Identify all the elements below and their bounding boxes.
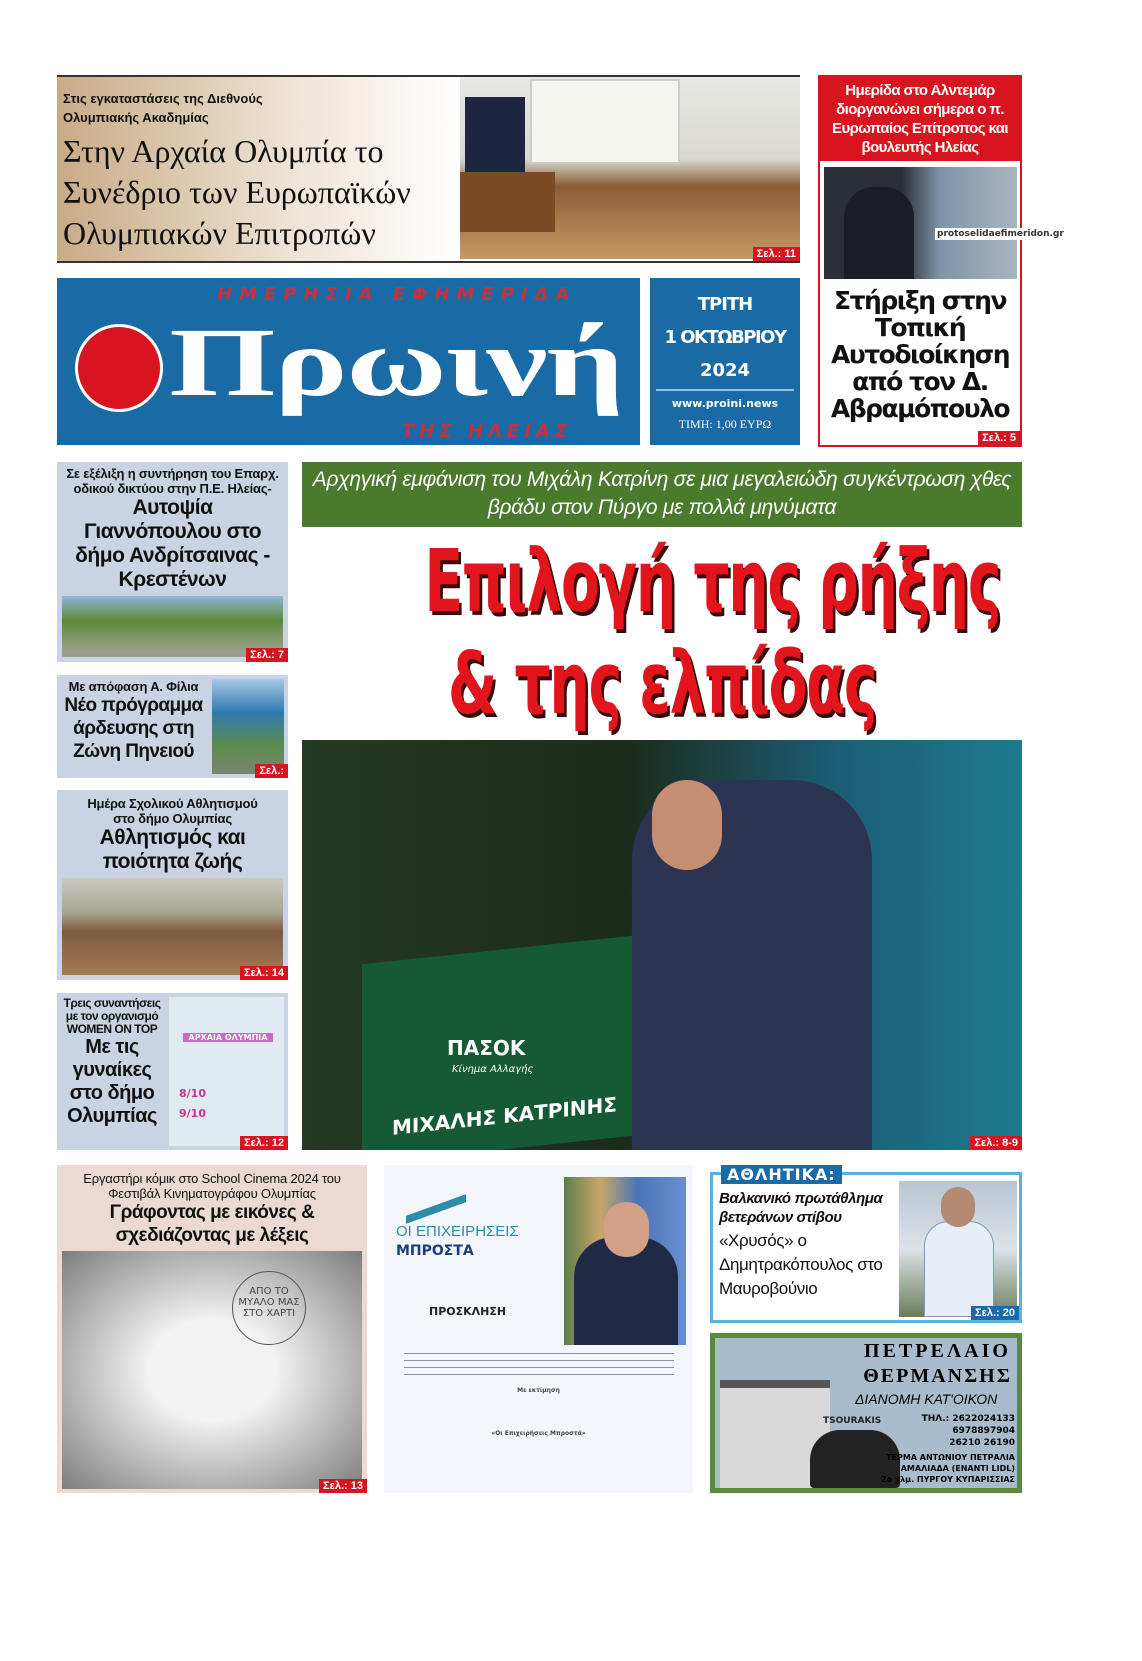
price: ΤΙΜΗ: 1,00 ΕΥΡΩ <box>678 417 772 431</box>
page-ref: Σελ.: 8-9 <box>970 1136 1022 1150</box>
lead-headline-line1: Επιλογή της ρήξης <box>424 532 1001 632</box>
kicker: Σε εξέλιξη η συντήρηση του Επαρχ. οδικού δικτύου στην Π.Ε. Ηλείας- <box>66 466 279 496</box>
heating-oil-ad[interactable] <box>710 1333 1022 1493</box>
top-story[interactable] <box>57 75 800 263</box>
kicker: Τρεις συναντήσεις με τον οργανισμό WOMEN ON TOP <box>63 996 161 1036</box>
poster-title: ΑΡΧΑΙΑ ΟΛΥΜΠΙΑ <box>183 1033 273 1042</box>
subtitle: ΤΗΣ ΗΛΕΙΑΣ <box>402 421 573 442</box>
comic-story[interactable] <box>57 1165 367 1493</box>
top-story-kicker: Στις εγκαταστάσεις της Διεθνούς Ολυμπιακής Ακαδημίας <box>63 91 263 125</box>
logo-bottom: ΜΠΡΟΣΤΑ <box>396 1243 474 1259</box>
kicker: Εργαστήρι κόμικ στο School Cinema 2024 του Φεστιβάλ Κινηματογράφου Ολυμπίας <box>83 1171 341 1201</box>
invitation-ad[interactable] <box>384 1165 693 1493</box>
left-story-4[interactable] <box>57 993 288 1150</box>
headline: Αθλητισμός και ποιότητα ζωής <box>99 826 246 873</box>
podium-name: ΜΙΧΑΛΗΣ ΚΑΤΡΙΝΗΣ <box>392 1092 617 1140</box>
livanos-photo <box>564 1177 686 1345</box>
line1: ΠΕΤΡΕΛΑΙΟ <box>864 1340 1011 1362</box>
comic-drawing-photo <box>62 1251 362 1489</box>
speech-bubble: ΑΠΟ ΤΟ ΜΥΑΛΟ ΜΑΣ ΣΤΟ ΧΑΡΤΙ <box>232 1271 306 1345</box>
invitation-title: ΠΡΟΣΚΛΗΣΗ <box>429 1305 507 1318</box>
date: 1 ΟΚΤΩΒΡΙΟΥ <box>664 327 786 348</box>
address-line: ΤΕΡΜΑ ΑΝΤΩΝΙΟΥ ΠΕΤΡΑΛΙΑ <box>886 1453 1015 1462</box>
phones <box>915 1413 1015 1449</box>
tagline: ΗΜΕΡΗΣΙΑ ΕΦΗΜΕΡΙΔΑ <box>217 284 577 305</box>
page-ref: Σελ.: 7 <box>246 648 288 662</box>
left-story-2[interactable] <box>57 675 288 778</box>
kicker: Με απόφαση Α. Φίλια <box>68 679 199 694</box>
athlete-photo <box>899 1181 1017 1317</box>
avramopoulos-photo <box>824 167 1017 279</box>
phone: ΤΗΛ.: 2622024133 <box>921 1414 1015 1424</box>
headline: Με τις γυναίκες στο δήμο Ολυμπίας <box>67 1036 157 1127</box>
podium-logo: ΠΑΣΟΚ <box>447 1036 526 1060</box>
pen-nib-logo-icon <box>75 324 163 412</box>
left-story-1[interactable] <box>57 462 288 662</box>
page-ref: Σελ.: 11 <box>753 247 800 261</box>
podium-slogan: Κίνημα Αλλαγής <box>452 1064 534 1075</box>
kicker: Βαλκανικό πρωτάθλημα βετεράνων στίβου <box>719 1190 883 1226</box>
page-ref: Σελ.: 14 <box>240 966 288 980</box>
kicker: Ημέρα Σχολικού Αθλητισμού στο δήμο Ολυμπίας <box>87 796 258 826</box>
top-story-headline: Στην Αρχαία Ολυμπία το Συνέδριο των Ευρωπαϊκών Ολυμπιακών Επιτροπών <box>63 133 411 251</box>
headline: Αυτοψία Γιαννόπουλου στο δήμο Ανδρίτσαινας - Κρεστένων <box>75 496 270 591</box>
line2: ΘΕΡΜΑΝΣΗΣ <box>863 1365 1012 1387</box>
lead-headline-line2: & της ελπίδας <box>447 634 877 734</box>
year: 2024 <box>656 360 794 391</box>
page-ref: Σελ.: 12 <box>240 1136 288 1150</box>
day: ΤΡΙΤΗ <box>697 294 753 315</box>
lead-banner: Αρχηγική εμφάνιση του Μιχάλη Κατρίνη σε μια μεγαλειώδη συγκέντρωση χθες βράδυ στον Πύργο με πολλά μηνύματα <box>302 462 1022 527</box>
logo-chevron-icon <box>406 1174 466 1224</box>
page-ref: Σελ.: 20 <box>971 1306 1019 1320</box>
address-line: ΑΜΑΛΙΑΔΑ (ΕΝΑΝΤΙ LIDL) <box>900 1464 1015 1473</box>
website[interactable]: www.proini.news <box>671 397 779 410</box>
headline: «Χρυσός» ο Δημητρακόπουλος στο Μαυροβούνιο <box>719 1231 883 1298</box>
headline: Νέο πρόγραμμα άρδευσης στη Ζώνη Πηνειού <box>64 695 203 762</box>
conference-photo <box>460 77 800 259</box>
right-story-headline: Στήριξη στην Τοπική Αυτοδιοίκηση από τον Δ. Αβραμόπουλο <box>830 286 1010 423</box>
phone: 26210 26190 <box>949 1438 1015 1448</box>
logo-top: ΟΙ ΕΠΙΧΕΙΡΗΣΕΙΣ <box>396 1223 519 1240</box>
sports-story[interactable] <box>710 1165 1022 1323</box>
right-story-kicker: Ημερίδα στο Αλντεμάρ διοργανώνει σήμερα ο π. Ευρωπαίος Επίτροπος και βουλευτής Ηλείας <box>820 77 1020 161</box>
katrinis-speech-photo[interactable] <box>302 740 1022 1150</box>
date-box <box>650 278 800 445</box>
phone: 6978897904 <box>952 1426 1015 1436</box>
page-ref: Σελ.: 5 <box>978 431 1020 445</box>
watermark: protoselidaefimeridon.gr <box>937 229 1064 239</box>
lake-photo <box>212 679 284 774</box>
newspaper-title: Πρωινή <box>169 309 623 417</box>
right-story[interactable] <box>818 75 1064 447</box>
address <box>865 1452 1015 1485</box>
signature: «Οι Επιχειρήσεις Μπροστά» <box>491 1430 586 1437</box>
page-ref: Σελ.: <box>255 764 288 778</box>
women-on-top-poster <box>169 997 284 1146</box>
line3: ΔΙΑΝΟΜΗ ΚΑΤ'ΟΙΚΟΝ <box>855 1391 998 1407</box>
section-label: ΑΘΛΗΤΙΚΑ: <box>721 1165 842 1184</box>
brand: TSOURAKIS <box>823 1416 882 1426</box>
poster-date: 8/10 <box>179 1087 206 1100</box>
page-ref: Σελ.: 13 <box>319 1479 367 1493</box>
closing: Με εκτίμηση <box>517 1387 560 1394</box>
poster-date: 9/10 <box>179 1107 206 1120</box>
left-story-3[interactable] <box>57 790 288 980</box>
school-sports-photo <box>62 878 283 975</box>
address-line: 2ο χλμ. ΠΥΡΓΟΥ ΚΥΠΑΡΙΣΣΙΑΣ <box>881 1475 1015 1484</box>
masthead-logo[interactable] <box>57 278 640 445</box>
headline: Γράφοντας με εικόνες & σχεδιάζοντας με λέξεις <box>109 1202 315 1246</box>
